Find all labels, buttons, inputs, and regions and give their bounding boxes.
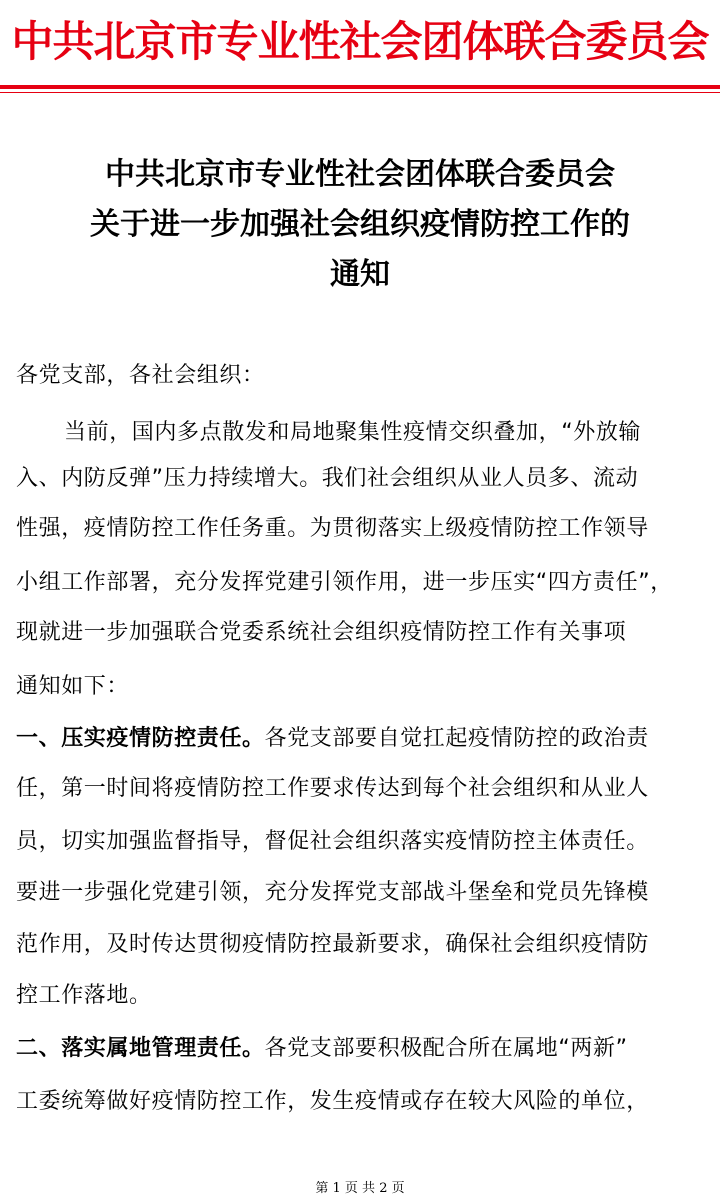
intro-line: 通知如下： [16, 674, 130, 699]
document-title-line-1: 中共北京市专业性社会团体联合委员会 [105, 157, 615, 192]
section-2-text: 各党支部要积极配合所在属地“两新” [264, 1036, 628, 1061]
section-1-line [16, 726, 706, 752]
footer-prefix: 第 [315, 1181, 329, 1196]
document-title-line-2: 关于进一步加强社会组织疫情防控工作的 [90, 207, 630, 242]
section-1-heading: 一、压实疫情防控责任。 [16, 726, 265, 751]
intro-line: 小组工作部署，充分发挥党建引领作用，进一步压实“四方责任”， [16, 570, 673, 595]
masthead-org-name: 中共北京市专业性社会团体联合委员会 [11, 17, 709, 66]
intro-line: 性强，疫情防控工作任务重。为贯彻落实上级疫情防控工作领导 [16, 516, 649, 541]
footer-page-number: 1 [332, 1181, 341, 1196]
section-1-line: 任，第一时间将疫情防控工作要求传达到每个社会组织和从业人 [16, 776, 649, 801]
section-2-line: 工委统筹做好疫情防控工作，发生疫情或存在较大风险的单位， [16, 1089, 649, 1114]
intro-line: 当前，国内多点散发和局地聚集性疫情交织叠加，“外放输 [64, 420, 641, 445]
footer-total-pages: 2 [379, 1181, 388, 1196]
section-1-line: 员，切实加强监督指导，督促社会组织落实疫情防控主体责任。 [16, 829, 649, 854]
section-1-line: 范作用，及时传达贯彻疫情防控最新要求，确保社会组织疫情防 [16, 932, 649, 957]
masthead-divider-thick [0, 85, 720, 89]
section-1-line: 要进一步强化党建引领，充分发挥党支部战斗堡垒和党员先锋模 [16, 880, 649, 905]
page-footer [0, 1180, 720, 1198]
intro-line: 入、内防反弹”压力持续增大。我们社会组织从业人员多、流动 [16, 466, 639, 491]
footer-middle: 页 共 [344, 1181, 376, 1196]
section-2-heading: 二、落实属地管理责任。 [16, 1036, 265, 1061]
salutation: 各党支部，各社会组织： [16, 363, 265, 388]
intro-line: 现就进一步加强联合党委系统社会组织疫情防控工作有关事项 [16, 620, 627, 645]
masthead-divider-thin [0, 92, 720, 93]
section-1-text: 各党支部要自觉扛起疫情防控的政治责 [264, 726, 649, 751]
section-1-line: 控工作落地。 [16, 983, 152, 1008]
footer-suffix: 页 [391, 1181, 405, 1196]
section-2-line [16, 1036, 706, 1062]
document-title-line-3: 通知 [330, 257, 390, 292]
